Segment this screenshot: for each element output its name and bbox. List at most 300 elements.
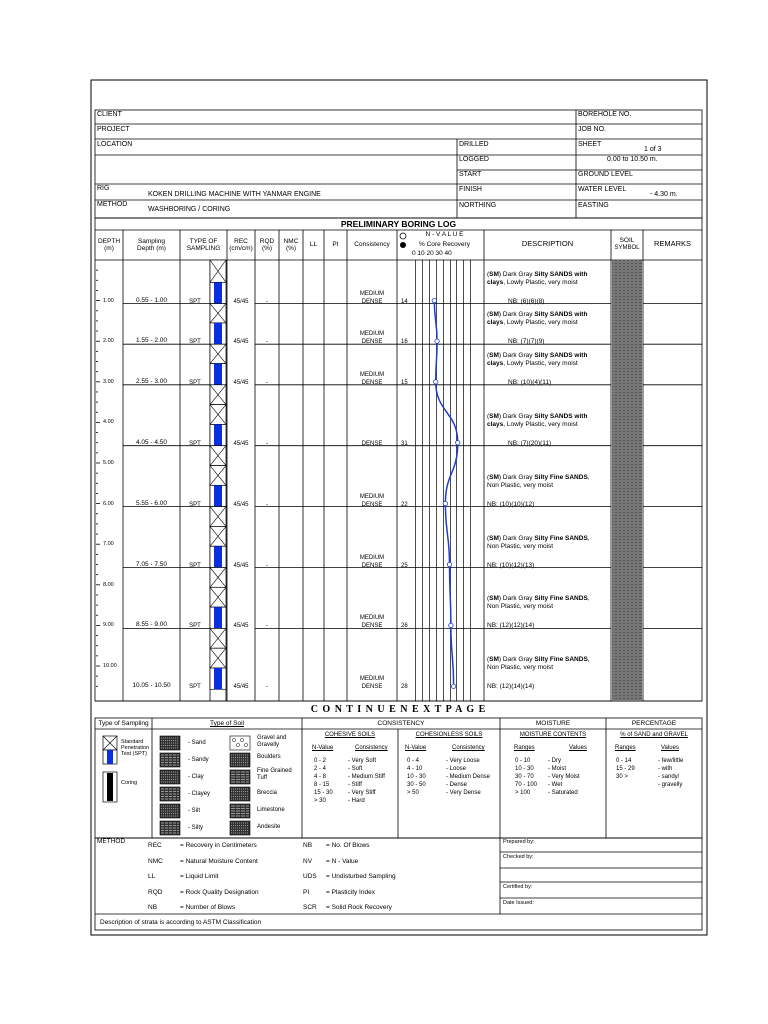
description-pre: ( bbox=[487, 311, 490, 319]
spt-sample-fill bbox=[214, 668, 222, 689]
cohesive-consistency: - Very Soft bbox=[348, 758, 377, 764]
description-line2-text: Non Plastic, very moist bbox=[487, 481, 554, 489]
abbrev-code: NB bbox=[303, 842, 313, 849]
legend-soil-label: - Clay bbox=[188, 774, 204, 780]
easting-label: EASTING bbox=[578, 202, 609, 209]
abbrev-definition: = Recovery in Centimeters bbox=[180, 842, 257, 849]
description-line2-text: , Lowly Plastic, very moist bbox=[503, 359, 578, 367]
sheet-label: SHEET bbox=[578, 141, 602, 148]
cohesive-consistency: - Hard bbox=[348, 798, 365, 804]
legend-pct-sub: % of SAND and GRAVEL bbox=[620, 732, 688, 738]
project-label: PROJECT bbox=[97, 126, 130, 133]
moisture-range: > 100 bbox=[515, 790, 531, 796]
sample-n: 25 bbox=[401, 562, 408, 569]
sample-rec: 45/45 bbox=[233, 684, 249, 691]
cohesive-nvalue: 0 - 2 bbox=[314, 758, 327, 764]
description-mid: ) Dark Gray bbox=[498, 311, 535, 319]
description-line2-text: , Lowly Plastic, very moist bbox=[503, 278, 578, 286]
description-pre: ( bbox=[487, 412, 490, 420]
description-mid: ) Dark Gray bbox=[498, 351, 535, 359]
nvalue-point bbox=[451, 684, 455, 688]
abbrev-code: SCR bbox=[303, 904, 317, 911]
spt-sample-fill bbox=[214, 364, 222, 385]
col-rec-unit: (cm/cm) bbox=[229, 245, 253, 252]
depth-label: 9.00 bbox=[103, 622, 114, 629]
depth-label: 8.00 bbox=[103, 581, 114, 588]
pct-range: 0 - 14 bbox=[616, 758, 632, 764]
sample-depth: 0.55 - 1.00 bbox=[135, 296, 168, 304]
description-line2-text: , Lowly Plastic, very moist bbox=[503, 319, 578, 327]
certified-by: Certified by: bbox=[503, 884, 533, 890]
cohesive-nvalue: 8 - 15 bbox=[314, 782, 330, 788]
legend-cohesionless-consistency-h: Consistency bbox=[452, 745, 485, 751]
cohesive-nvalue: 15 - 30 bbox=[314, 790, 333, 796]
description-line-2 bbox=[487, 543, 553, 551]
sample-consistency-1: MEDIUM bbox=[359, 493, 385, 500]
nvalue-point bbox=[456, 441, 460, 445]
sample-type: SPT bbox=[189, 440, 201, 447]
continue-next-page: C O N T I N U E N E X T P A G E bbox=[310, 704, 487, 715]
spt-sample-fill bbox=[214, 546, 222, 567]
cohesionless-consistency: - Dense bbox=[446, 782, 468, 788]
description-mid: ) Dark Gray bbox=[498, 656, 535, 664]
moisture-range: 30 - 70 bbox=[515, 774, 534, 780]
description-blow-count: NB: (12)(12)(14) bbox=[487, 622, 535, 630]
description-bold: Silty SANDS with bbox=[534, 270, 588, 278]
description-code: SM bbox=[489, 351, 499, 359]
cohesive-nvalue: > 30 bbox=[314, 798, 326, 804]
description-line-2 bbox=[487, 664, 553, 672]
legend-moisture: MOISTURE bbox=[535, 720, 571, 727]
col-sampling: Sampling bbox=[137, 238, 166, 245]
moisture-value: - Dry bbox=[548, 758, 561, 764]
sample-consistency-2: DENSE bbox=[361, 379, 383, 386]
description-line-1 bbox=[487, 413, 587, 421]
legend-rock-label: Andesite bbox=[257, 824, 281, 830]
logged-label: LOGGED bbox=[459, 156, 489, 163]
moisture-value: - Moist bbox=[548, 766, 566, 772]
nvalue-point bbox=[435, 339, 439, 343]
moisture-range: 10 - 30 bbox=[515, 766, 534, 772]
sample-rqd: - bbox=[266, 623, 268, 630]
description-line2-bold: clays bbox=[487, 420, 504, 428]
description-mid: ) Dark Gray bbox=[498, 473, 535, 481]
description-comma: , bbox=[587, 595, 590, 603]
abbrev-definition: = Rock Quality Designation bbox=[180, 888, 259, 896]
abbrev-code: LL bbox=[148, 873, 156, 880]
col-rqd-unit: (%) bbox=[261, 245, 273, 252]
sample-rec: 45/45 bbox=[233, 298, 249, 305]
client-label: CLIENT bbox=[97, 111, 122, 118]
location-label: LOCATION bbox=[97, 141, 133, 148]
depth-label: 5.00 bbox=[103, 460, 114, 466]
legend-type-soil: Type of Soil bbox=[210, 720, 244, 727]
depth-label: 4.00 bbox=[103, 419, 114, 426]
depth-label: 10.00 bbox=[103, 663, 117, 669]
sample-type: SPT bbox=[189, 379, 201, 386]
log-title: PRELIMINARY BORING LOG bbox=[340, 219, 457, 229]
description-code: SM bbox=[489, 270, 499, 278]
pct-range: 30 > bbox=[616, 774, 628, 780]
description-pre: ( bbox=[487, 473, 490, 481]
sample-n: 15 bbox=[401, 379, 408, 386]
moisture-value: - Very Moist bbox=[548, 774, 580, 780]
description-line2-text: Non Plastic, very moist bbox=[487, 603, 554, 611]
description-line-1 bbox=[487, 271, 587, 279]
description-code: SM bbox=[489, 656, 499, 664]
depth-label: 6.00 bbox=[103, 500, 114, 507]
legend-rock-label: Limestone bbox=[257, 807, 285, 813]
sample-consistency-1: MEDIUM bbox=[359, 554, 385, 561]
moisture-range: 0 - 10 bbox=[515, 758, 531, 764]
sample-rqd: - bbox=[266, 684, 268, 691]
moisture-value: - Saturated bbox=[548, 790, 578, 796]
sampling-column bbox=[210, 260, 226, 701]
legend-cohesive-nvalue-h: N-Value bbox=[312, 745, 334, 751]
sample-consistency-2: DENSE bbox=[361, 298, 383, 305]
legend-cohesive-consistency-h: Consistency bbox=[355, 745, 388, 751]
description-comma: , bbox=[587, 534, 590, 542]
legend-spt-icon bbox=[107, 750, 113, 764]
sample-rec: 45/45 bbox=[233, 379, 249, 386]
sample-depth: 10.05 - 10.50 bbox=[132, 682, 171, 690]
moisture-value: - Wet bbox=[548, 782, 563, 788]
abbrev-code: NB bbox=[148, 904, 158, 911]
legend-moisture-contents: MOISTURE CONTENTS bbox=[519, 732, 587, 738]
sample-type: SPT bbox=[189, 501, 201, 508]
legend-pct-ranges-h: Ranges bbox=[615, 745, 636, 751]
nvalue-point bbox=[449, 623, 453, 627]
abbrev-definition: = N - Value bbox=[326, 857, 359, 865]
description-line-2 bbox=[487, 360, 578, 368]
col-nmc-unit: (%) bbox=[285, 245, 297, 252]
description-pre: ( bbox=[487, 595, 490, 603]
sample-rec: 45/45 bbox=[233, 623, 249, 630]
sample-n: 22 bbox=[401, 501, 408, 508]
legend-rock-label: Fine Grained bbox=[257, 768, 292, 774]
sample-type: SPT bbox=[189, 623, 201, 630]
description-bold: Silty SANDS with bbox=[534, 351, 588, 359]
cohesionless-nvalue: 30 - 50 bbox=[407, 782, 426, 788]
legend-consistency: CONSISTENCY bbox=[377, 720, 425, 727]
legend-percentage: PERCENTAGE bbox=[631, 720, 677, 727]
cohesive-nvalue: 4 - 8 bbox=[314, 774, 327, 780]
description-blow-count: NB: (7)(20)(11) bbox=[508, 439, 552, 447]
cohesionless-nvalue: 10 - 30 bbox=[407, 774, 426, 780]
cohesive-consistency: - Medium Stiff bbox=[348, 774, 385, 780]
abbrev-code: REC bbox=[148, 842, 162, 849]
depth-range-value: 0.00 to 10.50 m. bbox=[607, 156, 658, 163]
col-type-sampling: SAMPLING bbox=[186, 245, 221, 252]
abbrev-footer: Description of strata is according to ASTM Classification bbox=[100, 919, 262, 926]
legend-moisture-values-h: Values bbox=[569, 745, 587, 751]
cohesionless-consistency: - Very Dense bbox=[446, 790, 481, 796]
description-code: SM bbox=[489, 311, 499, 319]
description-blow-count: NB: (10)(12)(13) bbox=[487, 561, 535, 569]
spt-sample-fill bbox=[214, 323, 222, 344]
description-line-2 bbox=[487, 482, 553, 490]
legend-pct-values-h: Values bbox=[661, 745, 679, 751]
date-issued: Date Issued: bbox=[503, 900, 534, 906]
cohesive-consistency: - Stiff bbox=[348, 782, 362, 788]
spt-sample-fill bbox=[214, 485, 222, 506]
description-mid: ) Dark Gray bbox=[498, 595, 535, 603]
description-code: SM bbox=[489, 412, 499, 420]
legend-spt-1: Standard bbox=[121, 739, 144, 745]
sample-rec: 45/45 bbox=[233, 339, 249, 346]
description-blow-count: NB: (10)(10)(12) bbox=[487, 500, 535, 508]
pct-value: - few/little bbox=[658, 758, 684, 764]
cohesionless-nvalue: 4 - 10 bbox=[407, 766, 423, 772]
drilled-label: DRILLED bbox=[459, 141, 489, 148]
sample-type: SPT bbox=[189, 339, 201, 346]
cohesive-nvalue: 2 - 4 bbox=[314, 766, 327, 772]
description-comma: , bbox=[587, 656, 590, 664]
col-ll: LL bbox=[309, 241, 318, 248]
description-line-2 bbox=[487, 603, 553, 611]
sample-consistency-1: MEDIUM bbox=[359, 371, 385, 378]
col-consistency: Consistency bbox=[354, 241, 390, 248]
checked-by: Checked by: bbox=[503, 854, 534, 860]
description-line2-bold: clays bbox=[487, 319, 504, 327]
description-line-1 bbox=[487, 311, 587, 319]
sample-n: 16 bbox=[401, 339, 408, 346]
legend-type-sampling: Type of Sampling bbox=[98, 720, 149, 727]
soil-symbol-column bbox=[612, 260, 642, 701]
col-nscale: 0 10 20 30 40 bbox=[412, 250, 452, 257]
rig-label: RIG bbox=[97, 185, 110, 192]
sample-depth: 2.55 - 3.00 bbox=[135, 377, 168, 385]
depth-label: 2.00 bbox=[103, 338, 114, 345]
description-line2-bold: clays bbox=[487, 278, 504, 286]
sample-rqd: - bbox=[266, 440, 268, 447]
description-bold: Silty Fine SANDS bbox=[534, 473, 588, 481]
col-remarks: REMARKS bbox=[653, 239, 692, 248]
description-blow-count: NB: (10)(4)(11) bbox=[508, 378, 552, 386]
abbrev-code: PI bbox=[303, 888, 310, 896]
sample-depth: 5.55 - 6.00 bbox=[135, 499, 168, 507]
cohesionless-nvalue: > 50 bbox=[407, 790, 419, 796]
cohesive-consistency: - Very Stiff bbox=[348, 790, 376, 796]
description-line2-text: , Lowly Plastic, very moist bbox=[503, 420, 578, 428]
col-core-recovery: % Core Recovery bbox=[419, 241, 470, 248]
jobno-label: JOB NO. bbox=[578, 126, 607, 133]
legend-moisture-ranges-h: Ranges bbox=[514, 745, 535, 751]
description-blow-count: NB: (12)(14)(14) bbox=[487, 683, 535, 691]
col-nmc: NMC bbox=[283, 238, 299, 245]
legend-spt-2: Penetration bbox=[121, 745, 150, 751]
cohesive-consistency: - Soft bbox=[348, 766, 363, 772]
col-depth: DEPTH bbox=[97, 238, 121, 245]
legend-rock-label: Tuff bbox=[257, 775, 268, 781]
abbrev-code: NV bbox=[303, 857, 313, 865]
nvalue-grid bbox=[416, 260, 471, 701]
description-bold: Silty Fine SANDS bbox=[534, 656, 588, 664]
description-mid: ) Dark Gray bbox=[498, 270, 535, 278]
depth-label: 1.00 bbox=[103, 297, 114, 304]
abbrev-definition: = No. Of Blows bbox=[326, 842, 370, 849]
spt-sample-fill bbox=[214, 424, 222, 445]
abbrev-definition: = Number of Blows bbox=[180, 904, 236, 911]
sample-depth: 7.05 - 7.50 bbox=[135, 560, 168, 568]
sample-n: 26 bbox=[401, 623, 408, 630]
legend-soil-label: - Sand bbox=[188, 740, 206, 746]
description-pre: ( bbox=[487, 534, 490, 542]
abbrev-definition: = Liquid Limit bbox=[180, 873, 219, 880]
abbrev-definition: = Solid Rock Recovery bbox=[326, 904, 392, 911]
method-label: METHOD bbox=[97, 201, 128, 208]
sample-consistency-2: DENSE bbox=[361, 623, 383, 630]
sample-rec: 45/45 bbox=[233, 562, 249, 569]
sample-rqd: - bbox=[266, 562, 268, 569]
description-line2-text: Non Plastic, very moist bbox=[487, 664, 554, 672]
moisture-range: 70 - 100 bbox=[515, 782, 538, 788]
sample-consistency-1: MEDIUM bbox=[359, 676, 385, 683]
description-bold: Silty Fine SANDS bbox=[534, 534, 588, 542]
legend-soil-label: - Sandy bbox=[188, 757, 209, 763]
legend-coring: Coring bbox=[121, 780, 138, 786]
spt-sample-fill bbox=[214, 607, 222, 628]
nvalue-point bbox=[434, 380, 438, 384]
sample-rec: 45/45 bbox=[233, 501, 249, 508]
abbrev-code: NMC bbox=[148, 857, 163, 865]
abbrev-code: RQD bbox=[148, 888, 163, 896]
start-label: START bbox=[459, 171, 482, 178]
col-rec: REC bbox=[234, 238, 248, 245]
abbrev-method: METHOD bbox=[97, 838, 126, 845]
header-grid bbox=[95, 110, 702, 218]
depth-label: 3.00 bbox=[103, 378, 114, 385]
abbrev-definition: = Natural Moisture Content bbox=[180, 857, 258, 865]
description-line2-text: Non Plastic, very moist bbox=[487, 542, 554, 550]
col-type-of: TYPE OF bbox=[189, 238, 218, 245]
description-bold: Silty Fine SANDS bbox=[534, 595, 588, 603]
legend-soil-label: - Silt bbox=[188, 808, 200, 814]
legend-rock-label: Gravel and bbox=[257, 735, 287, 741]
nvalue-point bbox=[447, 562, 451, 566]
description-pre: ( bbox=[487, 656, 490, 664]
description-line-1 bbox=[487, 474, 590, 482]
sample-consistency-1: MEDIUM bbox=[359, 290, 385, 297]
borehole-label: BOREHOLE NO. bbox=[578, 111, 632, 118]
legend-rock-label: Gravelly bbox=[257, 742, 280, 748]
northing-label: NORTHING bbox=[459, 202, 497, 209]
sample-type: SPT bbox=[189, 562, 201, 569]
rig-value: KOKEN DRILLING MACHINE WITH YANMAR ENGINE bbox=[148, 191, 321, 198]
abbrev-grid bbox=[95, 838, 702, 930]
sample-n: 31 bbox=[401, 440, 408, 447]
pct-range: 15 - 29 bbox=[616, 766, 635, 772]
description-comma: , bbox=[587, 473, 590, 481]
col-sampling-unit: Depth (m) bbox=[137, 245, 166, 252]
sample-n: 14 bbox=[401, 298, 408, 305]
sample-type: SPT bbox=[189, 298, 201, 305]
legend-spt-3: Test (SPT) bbox=[121, 751, 147, 757]
sample-rec: 45/45 bbox=[233, 440, 249, 447]
abbrev-definition: = Undisturbed Sampling bbox=[326, 873, 396, 880]
sample-consistency-2: DENSE bbox=[361, 684, 383, 691]
description-bold: Silty SANDS with bbox=[534, 412, 588, 420]
sheet-value: 1 of 3 bbox=[644, 146, 662, 153]
description-line-2 bbox=[487, 319, 578, 327]
description-mid: ) Dark Gray bbox=[498, 412, 535, 420]
abbrev-code: UDS bbox=[303, 873, 317, 880]
depth-label: 7.00 bbox=[103, 541, 114, 548]
sample-depth: 4.05 - 4.50 bbox=[135, 438, 168, 446]
legend-soil-label: - Clayey bbox=[188, 791, 211, 797]
description-line2-bold: clays bbox=[487, 359, 504, 367]
col-soil: SOIL bbox=[619, 237, 635, 244]
legend-soil-label: - Silty bbox=[188, 825, 203, 831]
sample-depth: 8.55 - 9.00 bbox=[135, 621, 168, 629]
legend-cohesionless-nvalue-h: N-Value bbox=[405, 745, 427, 751]
cohesionless-consistency: - Very Loose bbox=[446, 758, 480, 764]
col-symbol: SYMBOL bbox=[614, 245, 640, 251]
cohesionless-consistency: - Loose bbox=[446, 766, 467, 772]
sample-consistency-1: MEDIUM bbox=[359, 331, 385, 338]
method-value: WASHBORING / CORING bbox=[148, 206, 231, 213]
pct-value: - with bbox=[658, 766, 673, 772]
legend-cohesionless: COHESIONLESS SOILS bbox=[415, 732, 483, 738]
prepared-by: Prepared by: bbox=[503, 839, 535, 845]
description-line-1 bbox=[487, 595, 590, 603]
description-code: SM bbox=[489, 473, 499, 481]
sample-consistency-1: MEDIUM bbox=[359, 615, 385, 622]
legend-cohesive: COHESIVE SOILS bbox=[324, 732, 376, 738]
sample-consistency-2: DENSE bbox=[361, 501, 383, 508]
sample-type: SPT bbox=[189, 684, 201, 691]
pct-value: - sandy/ bbox=[658, 774, 680, 780]
description-line-2 bbox=[487, 279, 578, 287]
legend-rock-swatch-icon bbox=[230, 736, 250, 750]
legend-rock-label: Boulders bbox=[257, 754, 281, 760]
sample-rqd: - bbox=[266, 501, 268, 508]
description-mid: ) Dark Gray bbox=[498, 534, 535, 542]
spt-sample-fill bbox=[214, 282, 222, 303]
legend-rock-label: Breccia bbox=[257, 790, 278, 796]
col-depth-unit: (m) bbox=[104, 245, 114, 252]
description-line-1 bbox=[487, 656, 590, 664]
finish-label: FINISH bbox=[459, 186, 482, 193]
description-blow-count: NB: (7)(7)(9) bbox=[508, 338, 545, 346]
sample-consistency-2: DENSE bbox=[361, 339, 383, 346]
sample-n: 28 bbox=[401, 684, 408, 691]
water-level-value: - 4.30 m. bbox=[650, 191, 678, 198]
sample-rqd: - bbox=[266, 298, 268, 305]
description-code: SM bbox=[489, 595, 499, 603]
description-pre: ( bbox=[487, 270, 490, 278]
col-rqd: RQD bbox=[259, 238, 275, 245]
description-line-1 bbox=[487, 352, 587, 360]
col-pi: PI bbox=[332, 241, 339, 248]
cohesionless-consistency: - Medium Dense bbox=[446, 774, 491, 780]
description-pre: ( bbox=[487, 351, 490, 359]
sample-depth: 1.55 - 2.00 bbox=[135, 337, 168, 345]
sample-consistency-2: DENSE bbox=[361, 562, 383, 569]
description-line-2 bbox=[487, 421, 578, 429]
description-line-1 bbox=[487, 535, 590, 543]
nvalue-point bbox=[443, 501, 447, 505]
description-blow-count: NB: (6)(6)(8) bbox=[508, 297, 545, 305]
depth-tick-marks bbox=[96, 270, 100, 686]
cohesionless-nvalue: 0 - 4 bbox=[407, 758, 420, 764]
water-level-label: WATER LEVEL bbox=[578, 186, 627, 193]
sample-rqd: - bbox=[266, 379, 268, 386]
description-bold: Silty SANDS with bbox=[534, 311, 588, 319]
abbrev-definition: = Plasticity Index bbox=[326, 888, 375, 896]
col-description: DESCRIPTION bbox=[521, 239, 574, 248]
sample-consistency-2: DENSE bbox=[361, 440, 383, 447]
